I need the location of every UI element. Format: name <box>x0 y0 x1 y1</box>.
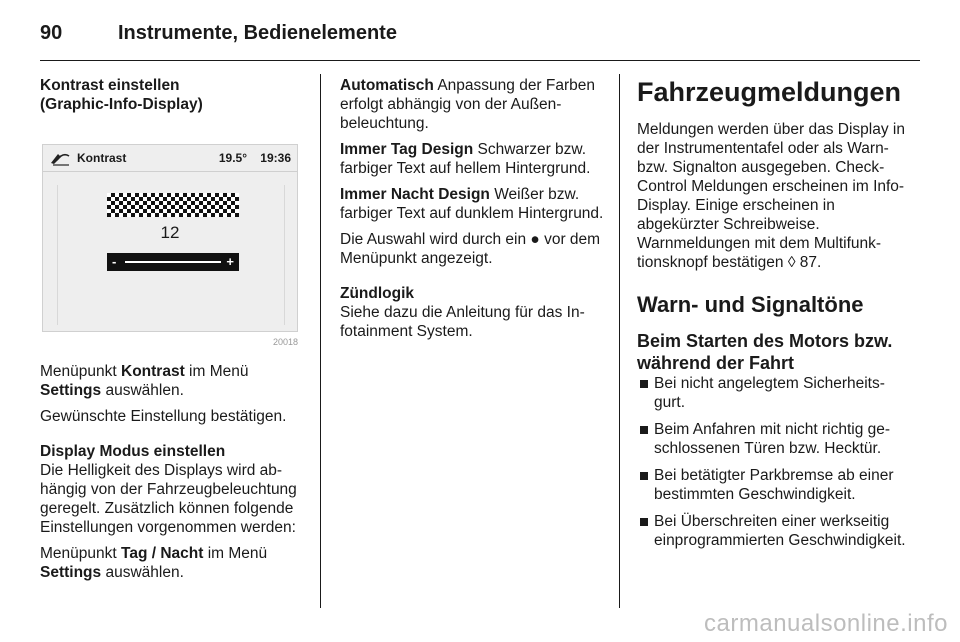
display-illustration <box>40 132 302 352</box>
page-reference-link[interactable]: ◊ 87. <box>787 254 822 271</box>
list-item: Beim Anfahren mit nicht richtig geschlossenen Türen bzw. Hecktür. <box>637 420 907 458</box>
screen-temperature: 19.5° <box>218 151 247 165</box>
screen-title: Kontrast <box>77 151 127 165</box>
contrast-test-pattern <box>107 193 239 217</box>
screen-title-bar <box>43 145 297 172</box>
column-divider-1 <box>320 74 321 608</box>
heading-vehicle-messages: Fahrzeugmeldungen <box>637 77 902 107</box>
contrast-value: 12 <box>160 223 180 242</box>
paragraph-day-night-menu: Menüpunkt Tag / Nacht im Menü Settings auswählen. <box>40 545 268 581</box>
screen-time: 19:36 <box>260 151 291 165</box>
settings-pen-icon <box>49 149 71 175</box>
section-display-mode <box>40 442 302 582</box>
page-title: Instrumente, Bedienelemente <box>118 22 397 44</box>
slider-minus: - <box>112 254 117 269</box>
contrast-slider <box>107 253 239 271</box>
paragraph-contrast-menu: Menüpunkt Kontrast im Menü Settings auswählen. <box>40 363 249 399</box>
warning-list <box>637 374 907 550</box>
heading-starting-driving: Beim Starten des Motors bzw. während der Fahrt <box>637 331 893 373</box>
paragraph-confirm: Gewünschte Einstellung bestätigen. <box>40 408 287 425</box>
slider-plus: + <box>226 254 234 269</box>
paragraph-brightness: Die Helligkeit des Displays wird abhängig von der Fahrzeugbeleuchtung geregelt. Zusätzlich können folgende Einstellungen vorgenommen werden: <box>40 462 297 536</box>
paragraph-ignition: Siehe dazu die Anleitung für das Infotainment System. <box>340 304 585 340</box>
option-day-design: Immer Tag Design Schwarzer bzw. farbiger Text auf hellem Hintergrund. <box>340 141 591 177</box>
section-ignition <box>340 284 605 341</box>
column-left <box>40 76 302 589</box>
list-item: Bei betätigter Parkbremse ab einer bestimmten Geschwindigkeit. <box>637 466 907 504</box>
column-middle <box>340 76 605 348</box>
heading-display-mode: Display Modus einstellen <box>40 443 226 460</box>
option-night-design: Immer Nacht Design Weißer bzw. farbiger Text auf dunklem Hintergrund. <box>340 186 604 222</box>
selection-dot-icon: ● <box>530 231 540 248</box>
paragraph-messages: Meldungen werden über das Display in der Instrumententafel oder als Warn- bzw. Signalton ausgegeben. Check-Control Meldungen erscheinen im Info-Display. Einige erscheinen in abgekürzter Schreibweise. Warnmeldungen mit dem Multifunktionsknopf bestätigen ◊ 87. <box>637 121 905 271</box>
page-number: 90 <box>40 22 63 44</box>
heading-contrast: Kontrast einstellen (Graphic-Info-Display) <box>40 77 203 113</box>
heading-ignition: Zündlogik <box>340 285 415 302</box>
figure-code: 20018 <box>272 337 298 347</box>
list-item: Bei Überschreiten einer werkseitig einprogrammierten Geschwindigkeit. <box>637 512 907 550</box>
option-automatic: Automatisch Anpassung der Farben erfolgt abhängig von der Außenbeleuchtung. <box>340 77 596 132</box>
info-display-screen <box>42 144 298 332</box>
column-right <box>637 76 907 558</box>
column-divider-2 <box>619 74 620 608</box>
heading-warning-tones: Warn- und Signaltöne <box>637 292 864 317</box>
watermark: carmanualsonline.info <box>704 610 948 637</box>
paragraph-selection: Die Auswahl wird durch ein ● vor dem Menüpunkt angezeigt. <box>340 231 601 267</box>
list-item: Bei nicht angelegtem Sicherheitsgurt. <box>637 374 907 412</box>
page-header <box>40 16 920 61</box>
slider-track <box>125 261 221 263</box>
